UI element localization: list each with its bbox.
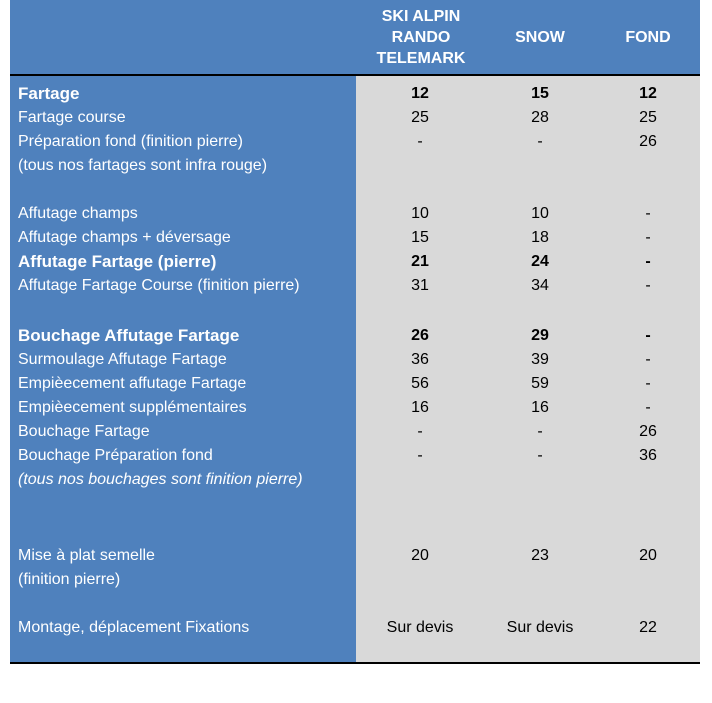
column-header-line: FOND [625, 28, 671, 46]
row-label: Fartage course [18, 109, 126, 126]
price-cell: - [645, 205, 651, 222]
column-header-ski-alpin [356, 0, 486, 74]
price-cell: 31 [411, 277, 429, 294]
price-cell: - [417, 133, 423, 150]
price-cell: 36 [411, 351, 429, 368]
table-row [10, 468, 700, 492]
price-cell: 21 [411, 253, 429, 270]
price-cell: 12 [639, 85, 657, 102]
table-row [10, 130, 700, 154]
row-label: Empièecement supplémentaires [18, 399, 247, 416]
price-cell: 12 [411, 85, 429, 102]
price-cell: 15 [411, 229, 429, 246]
price-cell: 59 [531, 375, 549, 392]
column-header-line: RANDO [391, 28, 451, 46]
price-cell: 56 [411, 375, 429, 392]
price-cell: 16 [411, 399, 429, 416]
price-cell: 26 [411, 327, 429, 344]
row-label: Mise à plat semelle [18, 547, 155, 564]
price-cell: - [645, 327, 651, 344]
column-header-line: TELEMARK [376, 49, 466, 67]
table-row [10, 226, 700, 250]
price-cell: - [645, 399, 651, 416]
row-label: Bouchage Fartage [18, 423, 150, 440]
table-row [10, 544, 700, 568]
row-label: Montage, déplacement Fixations [18, 619, 250, 636]
table-row [10, 324, 700, 348]
price-cell: 22 [639, 619, 657, 636]
price-cell: 20 [639, 547, 657, 564]
price-cell: 34 [531, 277, 549, 294]
price-cell: 10 [531, 205, 549, 222]
table-row [10, 154, 700, 178]
price-cell: - [645, 277, 651, 294]
price-cell: Sur devis [506, 619, 574, 636]
price-cell: 25 [411, 109, 429, 126]
table-row [10, 202, 700, 226]
price-cell: - [645, 229, 651, 246]
price-cell: - [645, 253, 651, 270]
row-label: Surmoulage Affutage Fartage [18, 351, 227, 368]
table-row [10, 250, 700, 274]
price-cell: 23 [531, 547, 549, 564]
row-label: Affutage Fartage Course (finition pierre) [18, 277, 300, 294]
price-cell: 26 [639, 423, 657, 440]
column-header-fond [594, 0, 702, 74]
row-label: (finition pierre) [18, 571, 121, 588]
price-cell: - [537, 447, 543, 464]
column-header-line: SKI ALPIN [381, 7, 461, 25]
table-header [10, 0, 700, 74]
price-cell: Sur devis [386, 619, 454, 636]
price-cell: - [537, 423, 543, 440]
table-body [10, 76, 700, 662]
row-label: Bouchage Affutage Fartage [18, 326, 240, 345]
row-label: Affutage champs + déversage [18, 229, 231, 246]
price-cell: - [645, 351, 651, 368]
table-row [10, 396, 700, 420]
price-cell: 24 [531, 253, 549, 270]
price-cell: 18 [531, 229, 549, 246]
price-cell: 20 [411, 547, 429, 564]
column-header-line: SNOW [515, 28, 565, 46]
row-label: (tous nos bouchages sont finition pierre) [18, 471, 303, 488]
row-label: Fartage [18, 84, 80, 103]
table-row [10, 348, 700, 372]
price-cell: 10 [411, 205, 429, 222]
row-label: Affutage champs [18, 205, 138, 222]
price-cell: 25 [639, 109, 657, 126]
price-cell: 26 [639, 133, 657, 150]
price-cell: 16 [531, 399, 549, 416]
price-cell: 29 [531, 327, 549, 344]
price-cell: - [417, 423, 423, 440]
price-cell: 28 [531, 109, 549, 126]
table-row [10, 616, 700, 640]
price-table [10, 0, 700, 664]
row-label: Empièecement affutage Fartage [18, 375, 247, 392]
table-row [10, 372, 700, 396]
price-cell: 36 [639, 447, 657, 464]
price-cell: 39 [531, 351, 549, 368]
table-row [10, 420, 700, 444]
row-label: Préparation fond (finition pierre) [18, 133, 244, 150]
price-cell: - [417, 447, 423, 464]
column-header-snow [486, 0, 594, 74]
table-row [10, 82, 700, 106]
table-row [10, 568, 700, 592]
table-row [10, 106, 700, 130]
price-cell: - [645, 375, 651, 392]
bottom-rule [10, 662, 700, 664]
table-row [10, 444, 700, 468]
row-label: Bouchage Préparation fond [18, 447, 213, 464]
row-label: (tous nos fartages sont infra rouge) [18, 157, 268, 174]
price-cell: 15 [531, 85, 549, 102]
table-row [10, 274, 700, 298]
price-cell: - [537, 133, 543, 150]
row-label: Affutage Fartage (pierre) [18, 252, 217, 271]
